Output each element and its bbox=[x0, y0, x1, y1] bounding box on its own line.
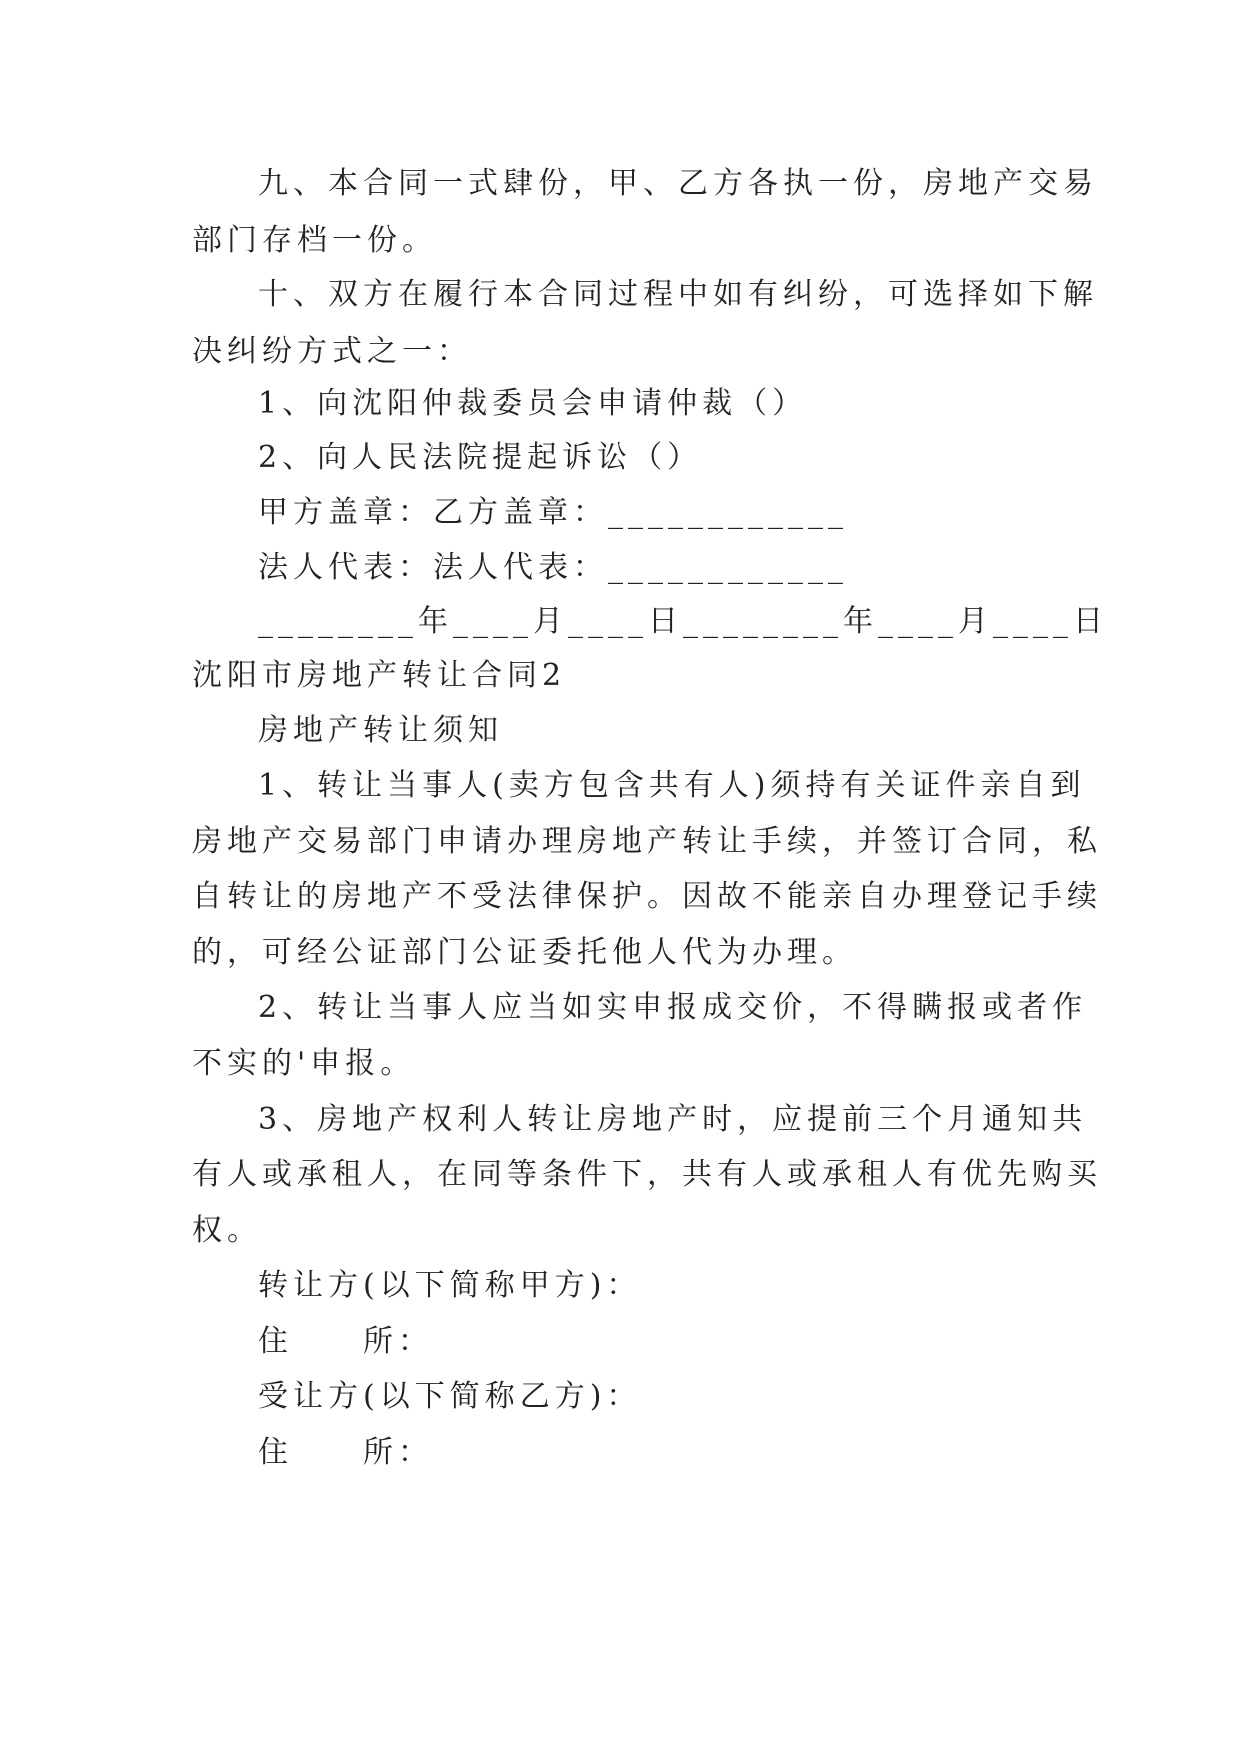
clause-10-line-2: 决纠纷方式之一： bbox=[192, 334, 472, 369]
clause-9-line-2: 部门存档一份。 bbox=[192, 223, 437, 258]
section-title: 沈阳市房地产转让合同2 bbox=[192, 658, 567, 693]
notice-3-line-2: 有人或承租人，在同等条件下，共有人或承租人有优先购买 bbox=[192, 1157, 1102, 1192]
clause-10-line-1: 十、双方在履行本合同过程中如有纠纷，可选择如下解 bbox=[258, 277, 1098, 312]
notice-1-line-1: 1、转让当事人(卖方包含共有人)须持有关证件亲自到 bbox=[258, 768, 1086, 803]
notice-3-line-3: 权。 bbox=[192, 1213, 262, 1248]
transferee-label: 受让方(以下简称乙方)： bbox=[258, 1379, 642, 1414]
notice-1-line-3: 自转让的房地产不受法律保护。因故不能亲自办理登记手续 bbox=[192, 879, 1102, 914]
notice-heading: 房地产转让须知 bbox=[258, 713, 503, 748]
notice-1-line-4: 的，可经公证部门公证委托他人代为办理。 bbox=[192, 935, 857, 970]
legal-representative-line: 法人代表：法人代表：____________ bbox=[258, 550, 848, 585]
transferor-label: 转让方(以下简称甲方)： bbox=[258, 1268, 642, 1303]
transferor-address-label: 住 所： bbox=[258, 1324, 433, 1359]
date-line: ________年____月____日________年____月____日 bbox=[258, 604, 1108, 639]
notice-2-line-2: 不实的'申报。 bbox=[192, 1046, 416, 1081]
notice-3-line-1: 3、房地产权利人转让房地产时，应提前三个月通知共 bbox=[258, 1102, 1088, 1137]
clause-9-line-1: 九、本合同一式肆份，甲、乙方各执一份，房地产交易 bbox=[258, 166, 1098, 201]
dispute-option-2: 2、向人民法院提起诉讼（） bbox=[258, 440, 703, 475]
notice-1-line-2: 房地产交易部门申请办理房地产转让手续，并签订合同，私 bbox=[192, 824, 1102, 859]
seal-line: 甲方盖章：乙方盖章：____________ bbox=[258, 495, 848, 530]
notice-2-line-1: 2、转让当事人应当如实申报成交价，不得瞒报或者作 bbox=[258, 990, 1088, 1025]
transferee-address-label: 住 所： bbox=[258, 1435, 433, 1470]
dispute-option-1: 1、向沈阳仲裁委员会申请仲裁（） bbox=[258, 386, 808, 421]
